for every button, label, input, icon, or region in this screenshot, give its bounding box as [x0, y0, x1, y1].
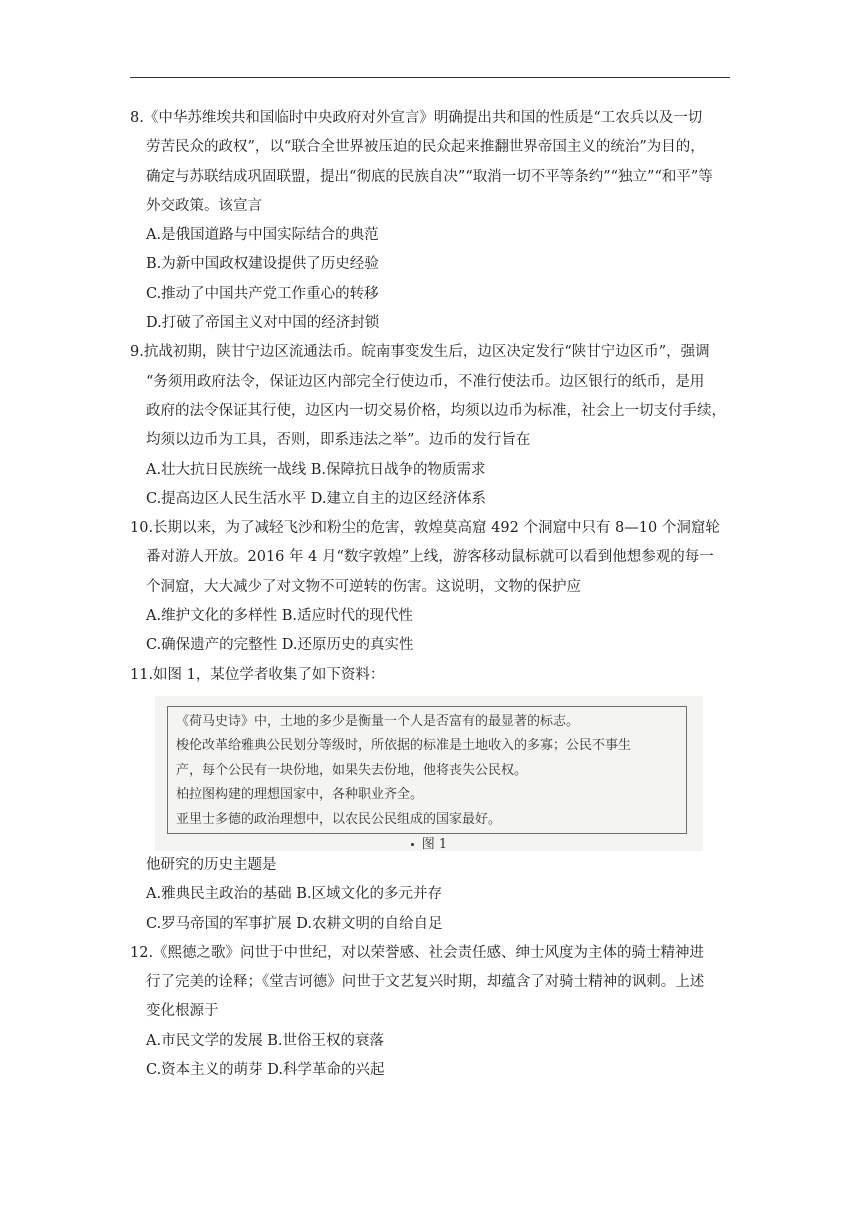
- header-rule: [130, 77, 730, 78]
- q11-intro: 11.如图 1，某位学者收集了如下资料：: [130, 666, 385, 683]
- q10-stem-line-3: 个洞窟，大大减少了对文物不可逆转的伤害。这说明，文物的保护应: [146, 578, 581, 595]
- q11-options-ab: A.雅典民主政治的基础 B.区域文化的多元并存: [146, 886, 442, 903]
- q9-options-cd: C.提高边区人民生活水平 D.建立自主的边区经济体系: [146, 490, 487, 507]
- q10-options-cd: C.确保遗产的完整性 D.还原历史的真实性: [146, 637, 414, 654]
- q9-stem-line-1: 9.抗战初期，陕甘宁边区流通法币。皖南事变发生后，边区决定发行“陕甘宁边区币”，强调: [130, 344, 710, 361]
- q8-option-c: C.推动了中国共产党工作重心的转移: [146, 285, 379, 302]
- q8-stem-line-4: 外交政策。该宣言: [146, 197, 262, 214]
- q10-stem-line-1: 10.长期以来，为了减轻飞沙和粉尘的危害，敦煌莫高窟 492 个洞窟中只有 8—10 个洞窟轮: [130, 520, 720, 537]
- q11-options-cd: C.罗马帝国的军事扩展 D.农耕文明的自给自足: [146, 915, 443, 932]
- figure-1-quote-box: [167, 706, 687, 834]
- q12-options-ab: A.市民文学的发展 B.世俗王权的衰落: [146, 1032, 384, 1049]
- q9-stem-line-2: “务须用政府法令，保证边区内部完全行使边币，不准行使法币。边区银行的纸币，是用: [146, 373, 705, 390]
- figure-1-line-3: 产，每个公民有一块份地，如果失去份地，他将丧失公民权。: [176, 762, 528, 778]
- figure-1-caption: 图 1: [421, 836, 448, 852]
- figure-1-line-5: 亚里士多德的政治理想中，以农民公民组成的国家最好。: [176, 811, 502, 827]
- q8-stem-line-2: 劳苦民众的政权”，以“联合全世界被压迫的民众起来推翻世界帝国主义的统治”为目的，: [146, 139, 705, 156]
- q8-option-a: A.是俄国道路与中国实际结合的典范: [146, 227, 379, 244]
- figure-1: [155, 696, 703, 851]
- figure-1-caption-row: [155, 835, 703, 855]
- q12-options-cd: C.资本主义的萌芽 D.科学革命的兴起: [146, 1062, 385, 1079]
- caption-dot-mark: [411, 843, 414, 846]
- figure-1-line-4: 柏拉图构建的理想国家中，各种职业齐全。: [176, 787, 424, 803]
- q10-stem-line-2: 番对游人开放。2016 年 4 月“数字敦煌”上线，游客移动鼠标就可以看到他想参观的每一: [146, 549, 714, 566]
- q12-stem-line-2: 行了完美的诠释；《堂吉诃德》问世于文艺复兴时期，却蕴含了对骑士精神的讽刺。上述: [146, 974, 705, 991]
- q9-stem-line-3: 政府的法令保证其行使，边区内一切交易价格，均须以边币为标准，社会上一切支付手续，: [146, 402, 726, 419]
- q12-stem-line-1: 12.《熙德之歌》问世于中世纪，对以荣誉感、社会责任感、绅士风度为主体的骑士精神进: [130, 944, 705, 961]
- q9-stem-line-4: 均须以边币为工具，否则，即系违法之举”。边币的发行旨在: [146, 432, 531, 449]
- q8-option-d: D.打破了帝国主义对中国的经济封锁: [146, 315, 380, 332]
- q11-question: 他研究的历史主题是: [146, 856, 277, 873]
- q12-stem-line-3: 变化根源于: [146, 1003, 219, 1020]
- q10-options-ab: A.维护文化的多样性 B.适应时代的现代性: [146, 608, 413, 625]
- q8-stem-line-1: 8.《中华苏维埃共和国临时中央政府对外宣言》明确提出共和国的性质是“工农兵以及一切: [130, 110, 703, 126]
- q9-options-ab: A.壮大抗日民族统一战线 B.保障抗日战争的物质需求: [146, 461, 486, 478]
- q8-option-b: B.为新中国政权建设提供了历史经验: [146, 256, 379, 273]
- figure-1-line-1: 《荷马史诗》中，土地的多少是衡量一个人是否富有的最显著的标志。: [176, 713, 580, 729]
- figure-1-line-2: 梭伦改革给雅典公民划分等级时，所依据的标准是土地收入的多寡；公民不事生: [176, 738, 632, 754]
- exam-page: [130, 104, 730, 1085]
- q8-stem-line-3: 确定与苏联结成巩固联盟，提出“彻底的民族自决”“取消一切不平等条约”“独立”“和平”等: [146, 168, 713, 185]
